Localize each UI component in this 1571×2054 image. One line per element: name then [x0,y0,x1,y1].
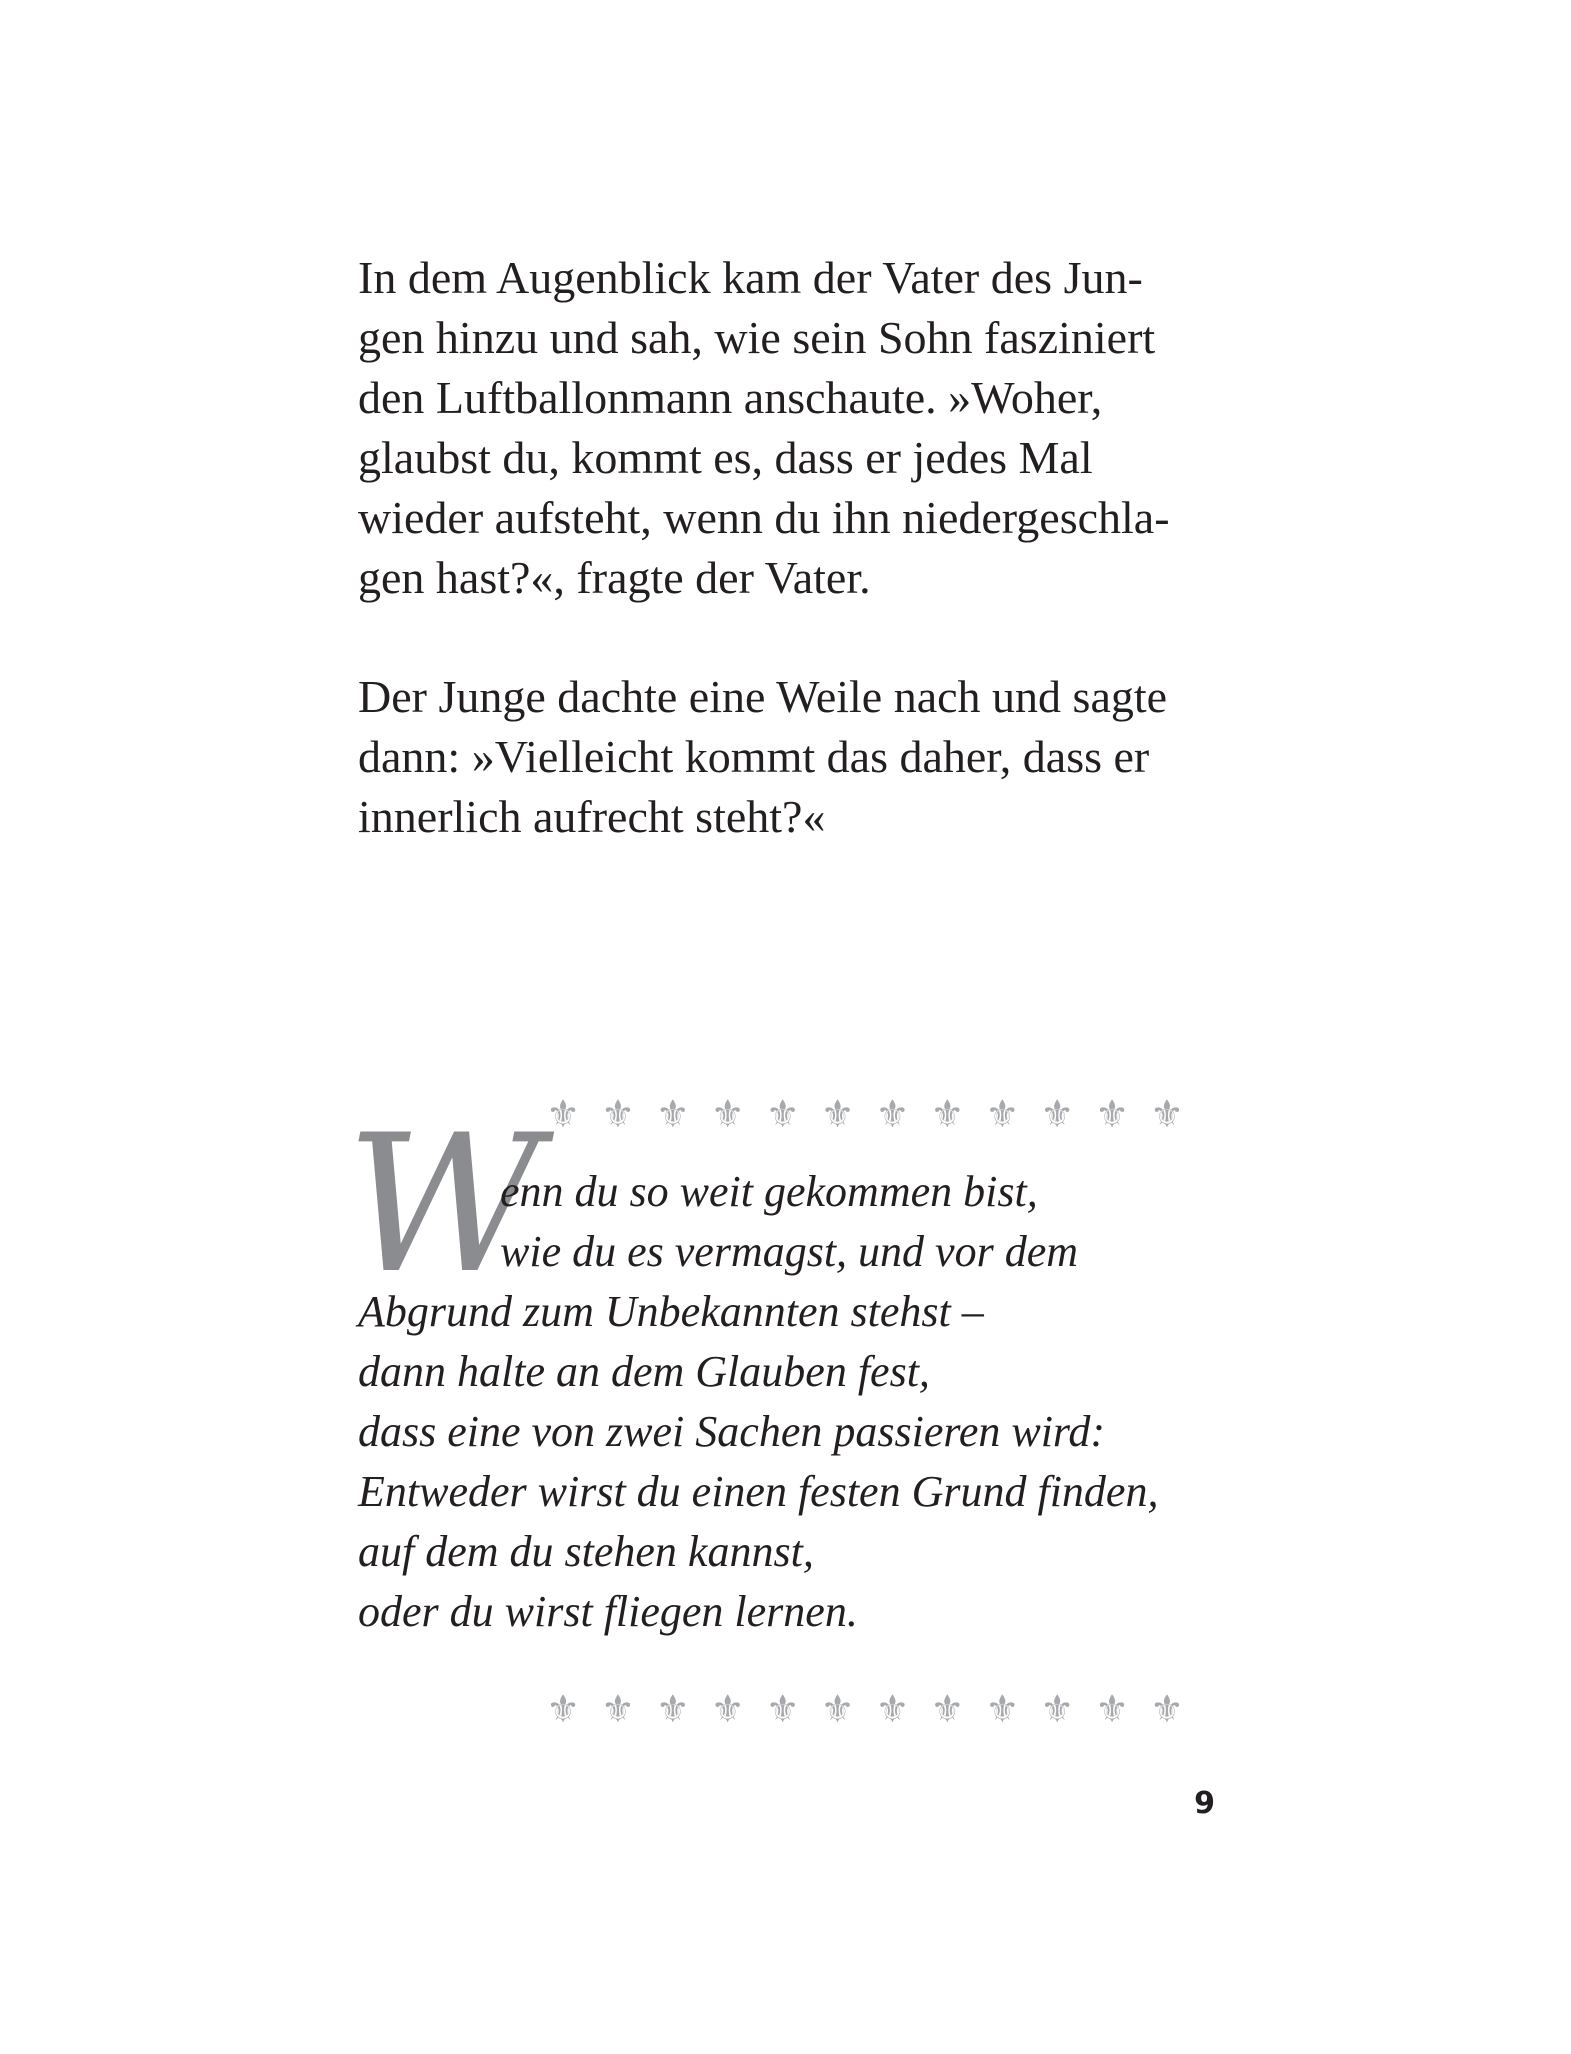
fleur-de-lis-icon: ⚜ [600,1092,635,1136]
poem-line: wie du es vermagst, und vor dem [500,1227,1079,1276]
poem-drop-cap: W [346,1094,542,1315]
fleur-de-lis-icon: ⚜ [1095,1687,1130,1731]
fleur-de-lis-icon: ⚜ [710,1092,745,1136]
story-paragraph-2 [358,667,1198,847]
fleur-de-lis-icon: ⚜ [655,1687,690,1731]
fleur-de-lis-icon: ⚜ [1040,1092,1075,1136]
fleur-de-lis-border-top [540,1090,1190,1138]
text-line: Der Junge dachte eine Weile nach und sagte [358,671,1168,722]
text-line: wieder aufsteht, wenn du ihn niedergeschla- [358,492,1170,543]
fleur-de-lis-icon: ⚜ [765,1092,800,1136]
fleur-de-lis-icon: ⚜ [765,1687,800,1731]
fleur-de-lis-icon: ⚜ [1095,1092,1130,1136]
fleur-de-lis-icon: ⚜ [710,1687,745,1731]
fleur-de-lis-icon: ⚜ [545,1687,581,1731]
fleur-de-lis-icon: ⚜ [985,1687,1020,1731]
fleur-de-lis-icon: ⚜ [875,1687,910,1731]
text-line: innerlich aufrecht steht?« [358,791,826,842]
poem-line: oder du wirst fliegen lernen. [358,1587,858,1636]
text-line: In dem Augenblick kam der Vater des Jun- [358,252,1143,303]
poem-line: dann halte an dem Glauben fest, [358,1347,930,1396]
text-line: gen hinzu und sah, wie sein Sohn fasziniert [358,312,1156,363]
poem-line: auf dem du stehen kannst, [358,1527,814,1576]
fleur-de-lis-icon: ⚜ [930,1687,965,1731]
fleur-de-lis-icon: ⚜ [1149,1687,1184,1731]
fleur-de-lis-icon: ⚜ [655,1092,690,1136]
poem-line: Abgrund zum Unbekannten stehst – [358,1287,984,1336]
fleur-de-lis-icon: ⚜ [930,1092,965,1136]
text-line: glaubst du, kommt es, dass er jedes Mal [358,432,1093,483]
text-line: gen hast?«, fragte der Vater. [358,552,871,603]
poem [358,1162,1258,1642]
fleur-de-lis-icon: ⚜ [875,1092,910,1136]
poem-line: dass eine von zwei Sachen passieren wird: [358,1407,1106,1456]
poem-line: Entweder wirst du einen festen Grund finden, [358,1467,1159,1516]
fleur-de-lis-icon: ⚜ [985,1092,1020,1136]
text-line: den Luftballonmann anschaute. »Woher, [358,372,1103,423]
fleur-de-lis-icon: ⚜ [545,1092,581,1136]
fleur-de-lis-icon: ⚜ [1149,1092,1184,1136]
poem-line: enn du so weit gekommen bist, [500,1167,1038,1216]
fleur-de-lis-icon: ⚜ [820,1092,855,1136]
fleur-de-lis-icon: ⚜ [1040,1687,1075,1731]
fleur-de-lis-icon: ⚜ [820,1687,855,1731]
fleur-de-lis-border-bottom [540,1685,1190,1733]
page-number: 9 [1194,1786,1215,1821]
text-line: dann: »Vielleicht kommt das daher, dass er [358,731,1150,782]
fleur-de-lis-icon: ⚜ [600,1687,635,1731]
story-paragraph-1 [358,248,1198,608]
